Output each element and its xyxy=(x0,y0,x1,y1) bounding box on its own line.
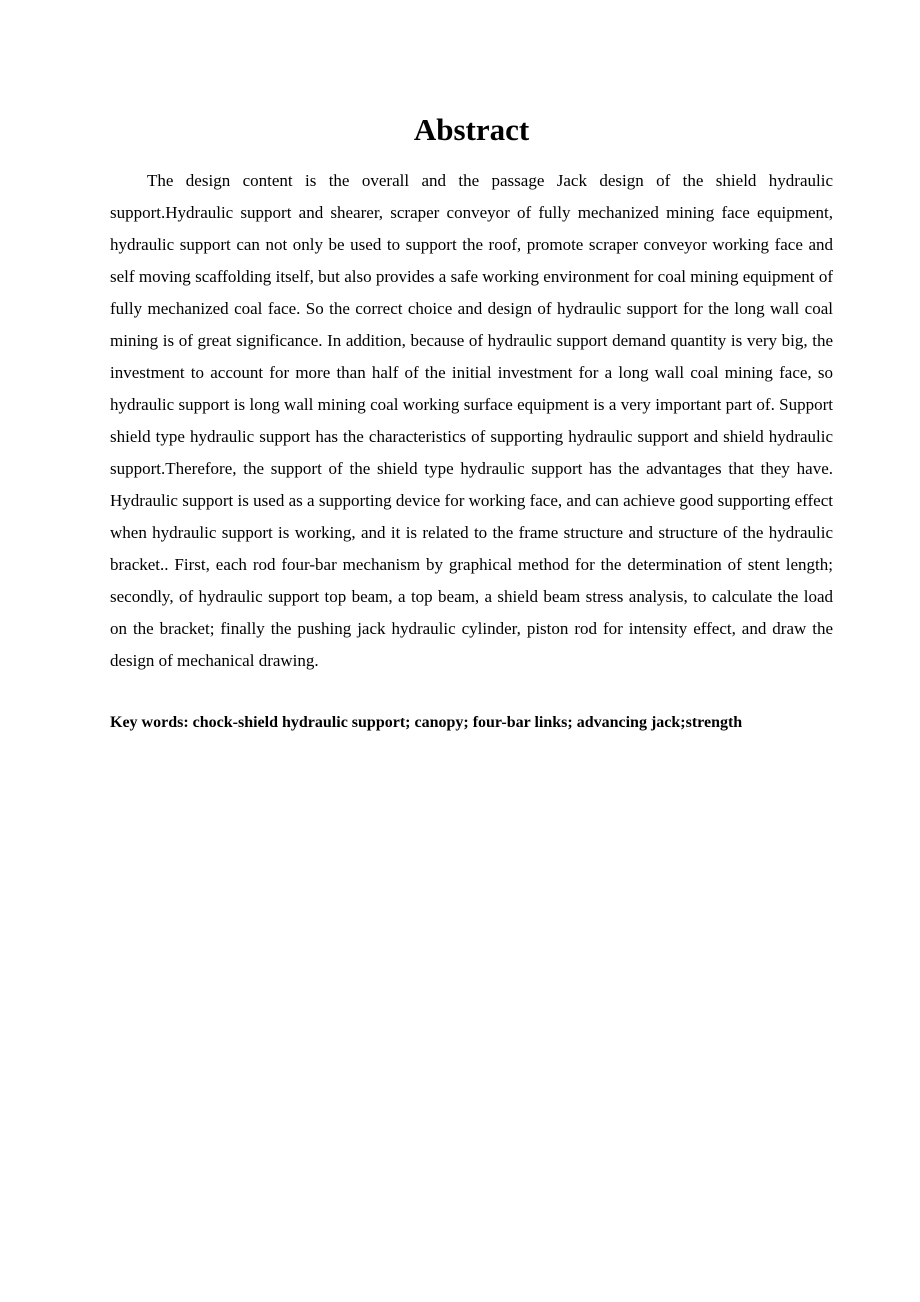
keywords-line: Key words: chock-shield hydraulic support; canopy; four-bar links; advancing jack;strength xyxy=(110,714,743,731)
abstract-paragraph: The design content is the overall and the passage Jack design of the shield hydraulic support.Hydraulic support and shearer, scraper conveyor of fully mechanized mining face equipment, hydraulic support can not only be used to support the roof, promote scraper conveyor working face and self moving scaffolding itself, but also provides a safe working environment for coal mining equipment of fully mechanized coal face. So the correct choice and design of hydraulic support for the long wall coal mining is of great significance. In addition, because of hydraulic support demand quantity is very big, the investment to account for more than half of the initial investment for a long wall coal mining face, so hydraulic support is long wall mining coal working surface equipment is a very important part of. Support shield type hydraulic support has the characteristics of supporting hydraulic support and shield hydraulic support.Therefore, the support of the shield type hydraulic support has the advantages that they have. Hydraulic support is used as a supporting device for working face, and can achieve good supporting effect when hydraulic support is working, and it is related to the frame structure and structure of the hydraulic bracket.. First, each rod four-bar mechanism by graphical method for the determination of stent length; secondly, of hydraulic support top beam, a top beam, a shield beam stress analysis, to calculate the load on the bracket; finally the pushing jack hydraulic cylinder, piston rod for intensity effect, and draw the design of mechanical drawing. xyxy=(110,171,833,670)
page-title: Abstract xyxy=(413,112,530,147)
